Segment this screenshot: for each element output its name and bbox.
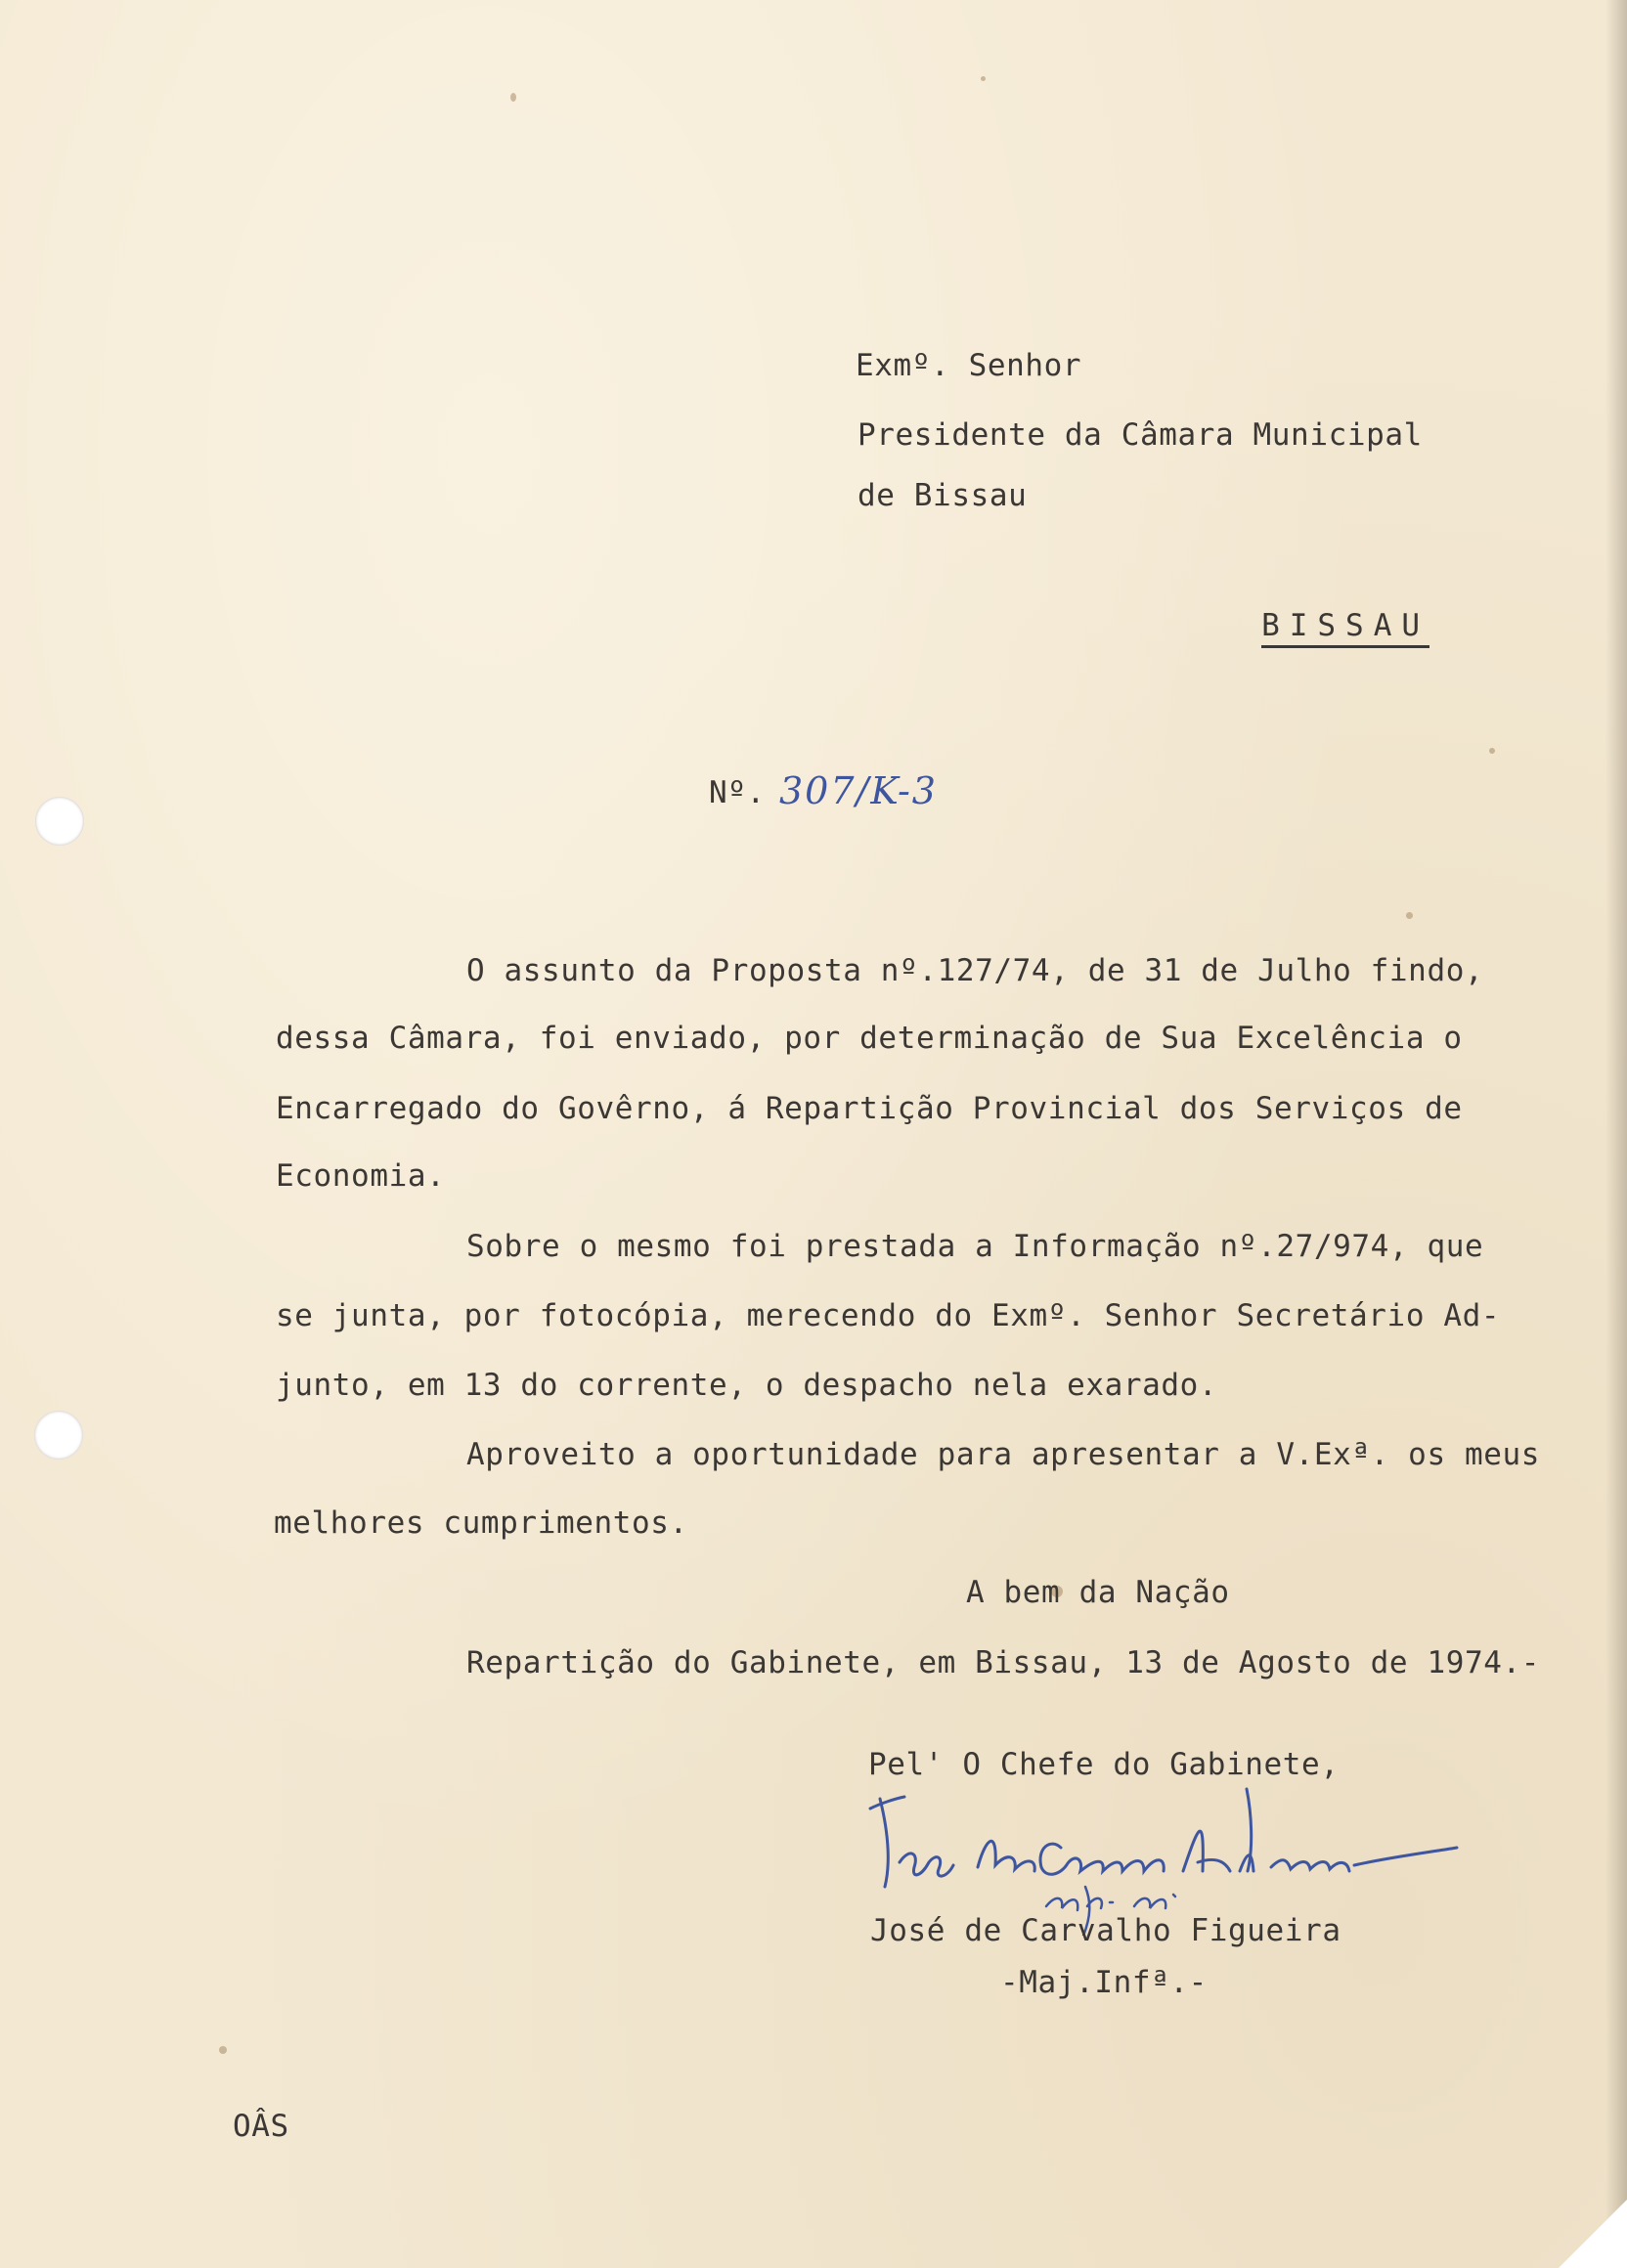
paper-speck <box>1406 912 1413 919</box>
handwritten-signature <box>860 1769 1467 1936</box>
signer-rank: -Maj.Infª.- <box>1000 1965 1208 2000</box>
closing-motto: A bem da Nação <box>966 1575 1230 1610</box>
paper-speck <box>1489 748 1495 754</box>
page-corner-fold <box>1559 2200 1627 2268</box>
body-line: junto, em 13 do corrente, o despacho nela exarado. <box>276 1368 1218 1403</box>
reference-handwritten-number: 307/K-3 <box>779 769 938 812</box>
footer-initials: OÂS <box>233 2109 289 2144</box>
addressee-city <box>1186 573 1429 678</box>
body-line: Economia. <box>276 1158 446 1194</box>
paper-speck <box>510 93 516 102</box>
paper-speck <box>219 2046 227 2054</box>
addressee-city-text: BISSAU <box>1261 608 1429 648</box>
body-line: se junta, por fotocópia, merecendo do Exmº. Senhor Secretário Ad- <box>276 1298 1501 1333</box>
signer-name: José de Carvalho Figueira <box>870 1913 1341 1948</box>
punch-hole-top <box>35 797 84 846</box>
body-line: Aproveito a oportunidade para apresentar a V.Exª. os meus <box>466 1437 1541 1472</box>
body-line: dessa Câmara, foi enviado, por determinação de Sua Excelência o <box>276 1021 1463 1056</box>
body-line: Encarregado do Govêrno, á Repartição Provincial dos Serviços de <box>276 1091 1463 1126</box>
punch-hole-bottom <box>34 1411 83 1460</box>
page-edge-shadow <box>1605 0 1627 2268</box>
closing-on-behalf: Pel' O Chefe do Gabinete, <box>868 1747 1340 1782</box>
addressee-salutation: Exmº. Senhor <box>856 348 1082 383</box>
addressee-line-2: de Bissau <box>857 478 1028 513</box>
body-line: melhores cumprimentos. <box>274 1505 688 1541</box>
reference-prefix: Nº. <box>709 775 766 810</box>
paper-speck <box>981 76 986 81</box>
closing-place-date: Repartição do Gabinete, em Bissau, 13 de Agosto de 1974.- <box>466 1645 1541 1680</box>
body-line: O assunto da Proposta nº.127/74, de 31 de Julho findo, <box>466 953 1484 988</box>
body-line: Sobre o mesmo foi prestada a Informação nº.27/974, que <box>466 1229 1484 1264</box>
addressee-line-1: Presidente da Câmara Municipal <box>857 417 1423 453</box>
